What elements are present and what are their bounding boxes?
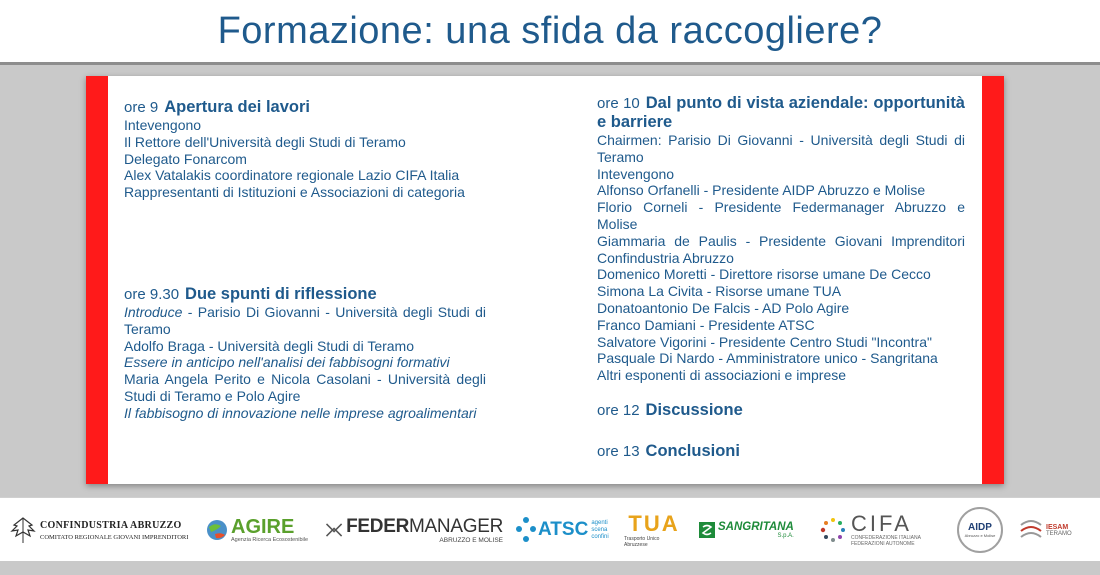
tua-logo [624, 506, 684, 554]
cifa-subtitle: FEDERAZIONI AUTONOME [851, 541, 915, 547]
program-line: Intevengono [597, 165, 675, 182]
aidp-logo [955, 506, 1005, 554]
program-panel [86, 76, 1004, 484]
session-topic: Due spunti di riflessione [185, 284, 377, 303]
session-header [124, 98, 486, 117]
program-line: Maria Angela Perito e Nicola Casolani - Università degli Studi di Teramo e Polo Agire [124, 371, 486, 404]
atsc-tagline: confini [591, 533, 609, 540]
cifa-name: CIFA [851, 511, 912, 536]
program-line: Giammaria de Paulis - Presidente Giovani Imprenditori Confindustria Abruzzo [597, 232, 965, 266]
federmanager-logo [325, 506, 503, 554]
agire-subtitle: Agenzia Ricerca Ecosostenibile [231, 537, 309, 543]
introduce-line [124, 304, 486, 338]
program-line: Adolfo Braga - Università degli Studi di Teramo [124, 337, 415, 354]
session-header [597, 442, 965, 461]
atsc-logo [515, 506, 615, 554]
federmanager-name-b: MANAGER [409, 515, 503, 537]
iesam-name: IESAM [1046, 523, 1069, 531]
session-time: ore 13 [597, 442, 640, 460]
program-right-column [597, 94, 965, 461]
federmanager-mark-icon [325, 518, 343, 542]
session-time: ore 10 [597, 95, 640, 112]
session-time: ore 12 [597, 401, 640, 419]
program-line: Alfonso Orfanelli - Presidente AIDP Abruzzo e Molise [597, 182, 926, 199]
program-line: Florio Corneli - Presidente Federmanager Abruzzo e Molise [597, 199, 965, 232]
eagle-icon [10, 515, 36, 545]
aidp-name: AIDP [968, 522, 992, 533]
program-line: Chairmen: Parisio Di Giovanni - Università degli Studi di Teramo [597, 132, 965, 165]
program-line: Donatoantonio De Falcis - AD Polo Agire [597, 299, 850, 316]
introduce-label: Introduce [124, 303, 183, 320]
program-line: Il Rettore dell'Università degli Studi di Teramo [124, 133, 406, 150]
iesam-subtitle: TERAMO [1046, 530, 1072, 537]
session-topic: Conclusioni [645, 441, 740, 460]
atsc-name: ATSC [538, 519, 589, 540]
program-line: Pasquale Di Nardo - Amministratore unico - Sangritana [597, 350, 938, 367]
iesam-logo [1018, 506, 1090, 554]
session-header [597, 401, 965, 420]
page-title: Formazione: una sfida da raccogliere? [217, 9, 883, 52]
federmanager-subtitle: ABRUZZO E MOLISE [439, 536, 503, 544]
program-line: Altri esponenti di associazioni e imprese [597, 367, 847, 384]
cifa-dots-icon [815, 515, 851, 545]
program-line: Salvatore Vigorini - Presidente Centro Studi "Incontra" [597, 333, 932, 350]
tua-subtitle: Trasporto Unico Abruzzese [624, 536, 660, 548]
sponsor-logos-footer [0, 497, 1100, 562]
session-topic: Apertura dei lavori [164, 98, 310, 116]
agire-logo [205, 506, 317, 554]
cifa-logo [815, 506, 940, 554]
sangritana-name: SANGRITANA [718, 521, 794, 533]
tua-name: TUA [628, 511, 680, 536]
session-topic: Dal punto di vista aziendale: opportunità e barriere [597, 94, 965, 131]
program-line: Intevengono [124, 117, 202, 133]
session-topic: Discussione [645, 400, 743, 419]
confindustria-title: CONFINDUSTRIA ABRUZZO [40, 519, 182, 531]
sangritana-logo [698, 506, 803, 554]
program-line: Domenico Moretti - Direttore risorse umane De Cecco [597, 266, 931, 283]
introduce-text: - Parisio Di Giovanni - Università degli Studi di Teramo [124, 303, 486, 337]
session-header [124, 285, 486, 304]
title-bar [0, 0, 1100, 65]
session-header [597, 94, 965, 132]
bottom-border [0, 561, 1100, 575]
atsc-people-icon [515, 515, 537, 545]
sangritana-mark-icon [698, 521, 716, 539]
program-line: Alex Vatalakis coordinatore regionale Lazio CIFA Italia [124, 167, 460, 184]
red-accent-bar-right [982, 76, 1004, 484]
program-line: Delegato Fonarcom [124, 150, 247, 167]
atsc-tagline: scena [591, 526, 608, 533]
iesam-swirl-icon [1018, 515, 1044, 545]
confindustria-subtitle: COMITATO REGIONALE GIOVANI IMPRENDITORI [40, 533, 189, 541]
talk-title: Il fabbisogno di innovazione nelle imprese agroalimentari [124, 404, 477, 421]
atsc-tagline: agenti [591, 519, 608, 526]
program-left-column [124, 98, 486, 422]
program-line: Franco Damiani - Presidente ATSC [597, 316, 815, 333]
talk-title: Essere in anticipo nell'analisi dei fabbisogni formativi [124, 354, 450, 371]
program-line: Rappresentanti di Istituzioni e Associazioni di categoria [124, 184, 465, 201]
aidp-badge [957, 507, 1003, 553]
agire-name: AGIRE [231, 516, 295, 538]
program-line: Simona La Civita - Risorse umane TUA [597, 283, 842, 300]
globe-icon [205, 518, 229, 542]
sangritana-subtitle: S.p.A. [777, 533, 794, 539]
confindustria-logo [10, 506, 190, 554]
cifa-subtitle: CONFEDERAZIONE ITALIANA [851, 535, 921, 541]
session-time: ore 9.30 [124, 285, 180, 303]
aidp-subtitle: Abruzzo e Molise [964, 533, 996, 538]
red-accent-bar-left [86, 76, 108, 484]
federmanager-name-a: FEDER [346, 515, 410, 537]
session-time: ore 9 [124, 99, 159, 116]
